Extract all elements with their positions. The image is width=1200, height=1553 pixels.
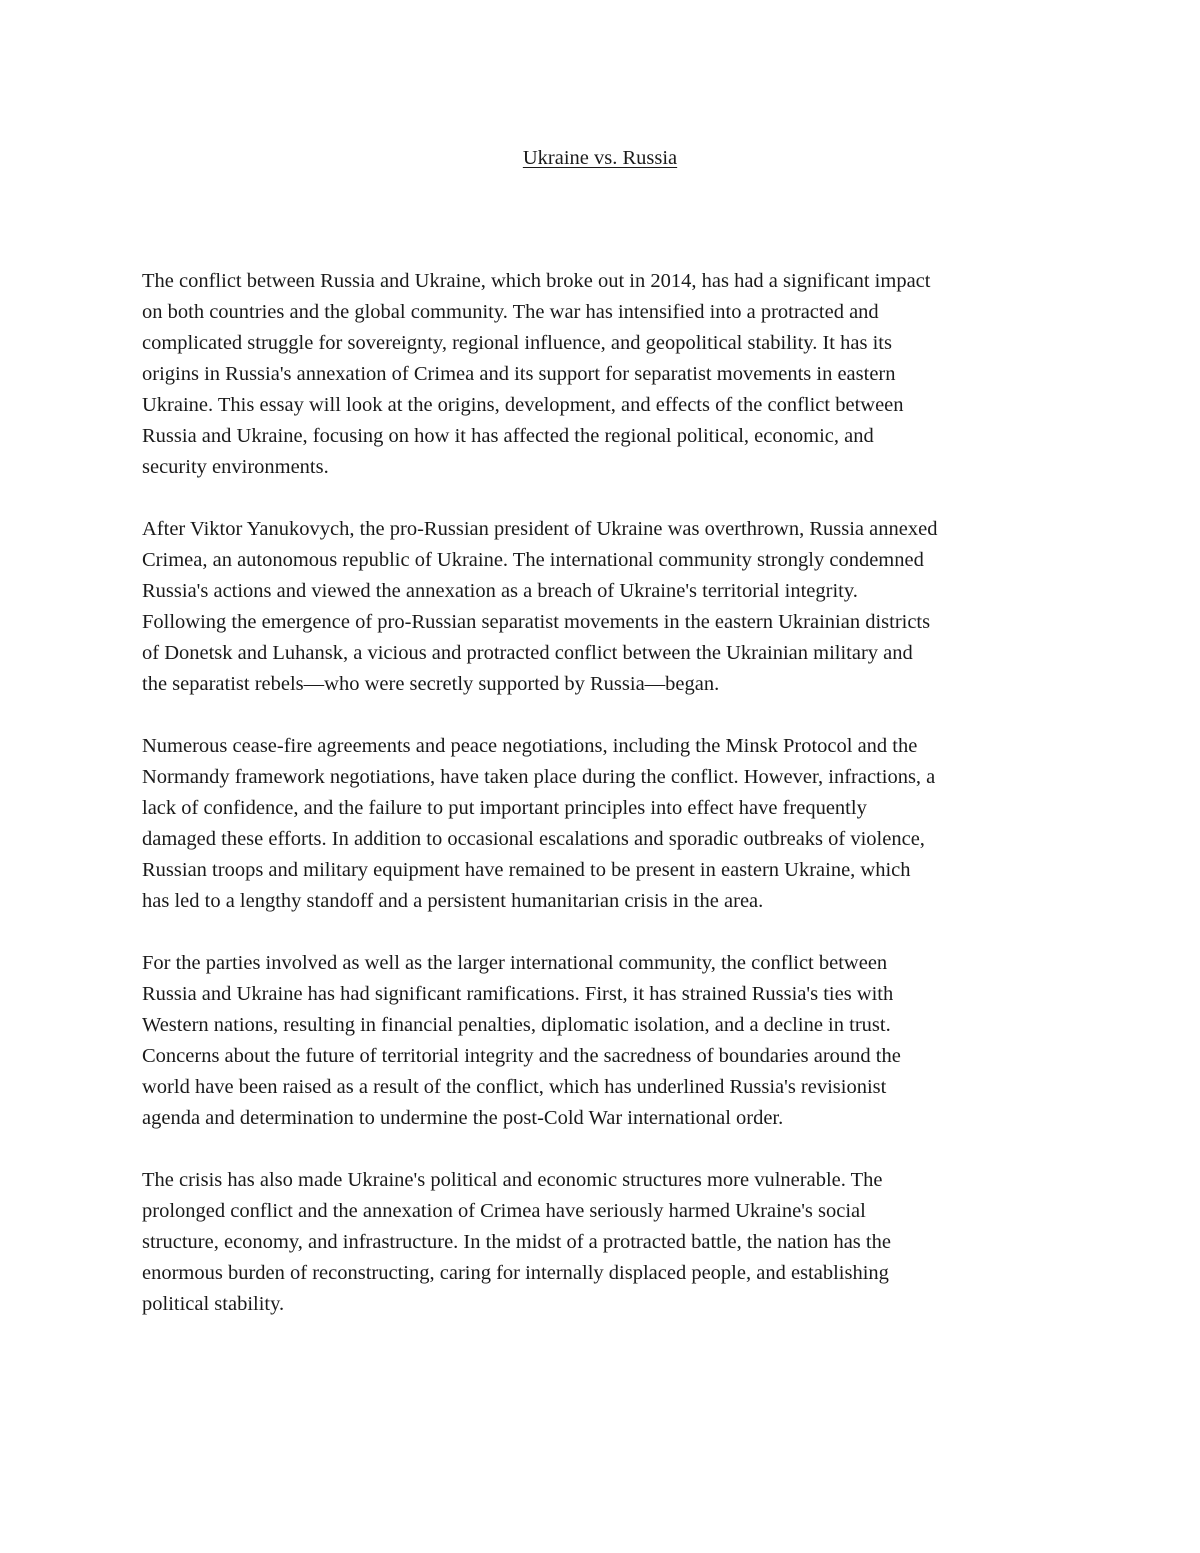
paragraph-1 (142, 266, 1067, 483)
text-line: Normandy framework negotiations, have taken place during the conflict. However, infractions, a (142, 766, 936, 788)
text-line: After Viktor Yanukovych, the pro-Russian president of Ukraine was overthrown, Russia annexed (142, 518, 938, 540)
text-line: Western nations, resulting in financial penalties, diplomatic isolation, and a decline in trust. (142, 1014, 891, 1036)
paragraph-3 (142, 731, 1067, 917)
text-line: world have been raised as a result of the conflict, which has underlined Russia's revisionist (142, 1076, 887, 1098)
text-line: Russia and Ukraine, focusing on how it has affected the regional political, economic, and (142, 425, 874, 447)
text-line: The crisis has also made Ukraine's political and economic structures more vulnerable. The (142, 1169, 883, 1191)
paragraph-4 (142, 948, 1067, 1134)
text-line: complicated struggle for sovereignty, regional influence, and geopolitical stability. It has its (142, 332, 892, 354)
paragraph-2 (142, 514, 1067, 700)
document-title: Ukraine vs. Russia (522, 147, 678, 169)
paragraph-5 (142, 1165, 1067, 1320)
text-line: Numerous cease-fire agreements and peace negotiations, including the Minsk Protocol and the (142, 735, 918, 757)
text-line: has led to a lengthy standoff and a persistent humanitarian crisis in the area. (142, 890, 764, 912)
text-line: Russian troops and military equipment have remained to be present in eastern Ukraine, which (142, 859, 911, 881)
text-line: agenda and determination to undermine the post-Cold War international order. (142, 1107, 784, 1129)
text-line: Ukraine. This essay will look at the origins, development, and effects of the conflict between (142, 394, 904, 416)
text-line: Russia and Ukraine has had significant ramifications. First, it has strained Russia's ties with (142, 983, 894, 1005)
text-line: Russia's actions and viewed the annexation as a breach of Ukraine's territorial integrity. (142, 580, 858, 602)
text-line: the separatist rebels—who were secretly supported by Russia—began. (142, 673, 720, 695)
text-line: structure, economy, and infrastructure. In the midst of a protracted battle, the nation has the (142, 1231, 891, 1253)
text-line: damaged these efforts. In addition to occasional escalations and sporadic outbreaks of violence, (142, 828, 925, 850)
text-line: Following the emergence of pro-Russian separatist movements in the eastern Ukrainian districts (142, 611, 931, 633)
text-line: political stability. (142, 1293, 285, 1315)
text-line: Concerns about the future of territorial integrity and the sacredness of boundaries around the (142, 1045, 901, 1067)
text-line: origins in Russia's annexation of Crimea and its support for separatist movements in eastern (142, 363, 896, 385)
text-line: on both countries and the global community. The war has intensified into a protracted and (142, 301, 879, 323)
text-line: of Donetsk and Luhansk, a vicious and protracted conflict between the Ukrainian military and (142, 642, 913, 664)
text-line: enormous burden of reconstructing, caring for internally displaced people, and establishing (142, 1262, 889, 1284)
text-line: lack of confidence, and the failure to put important principles into effect have frequently (142, 797, 867, 819)
text-line: For the parties involved as well as the larger international community, the conflict between (142, 952, 888, 974)
text-line: The conflict between Russia and Ukraine, which broke out in 2014, has had a significant impact (142, 270, 931, 292)
document-body (142, 266, 1067, 1351)
text-line: security environments. (142, 456, 329, 478)
text-line: prolonged conflict and the annexation of Crimea have seriously harmed Ukraine's social (142, 1200, 866, 1222)
text-line: Crimea, an autonomous republic of Ukraine. The international community strongly condemned (142, 549, 924, 571)
